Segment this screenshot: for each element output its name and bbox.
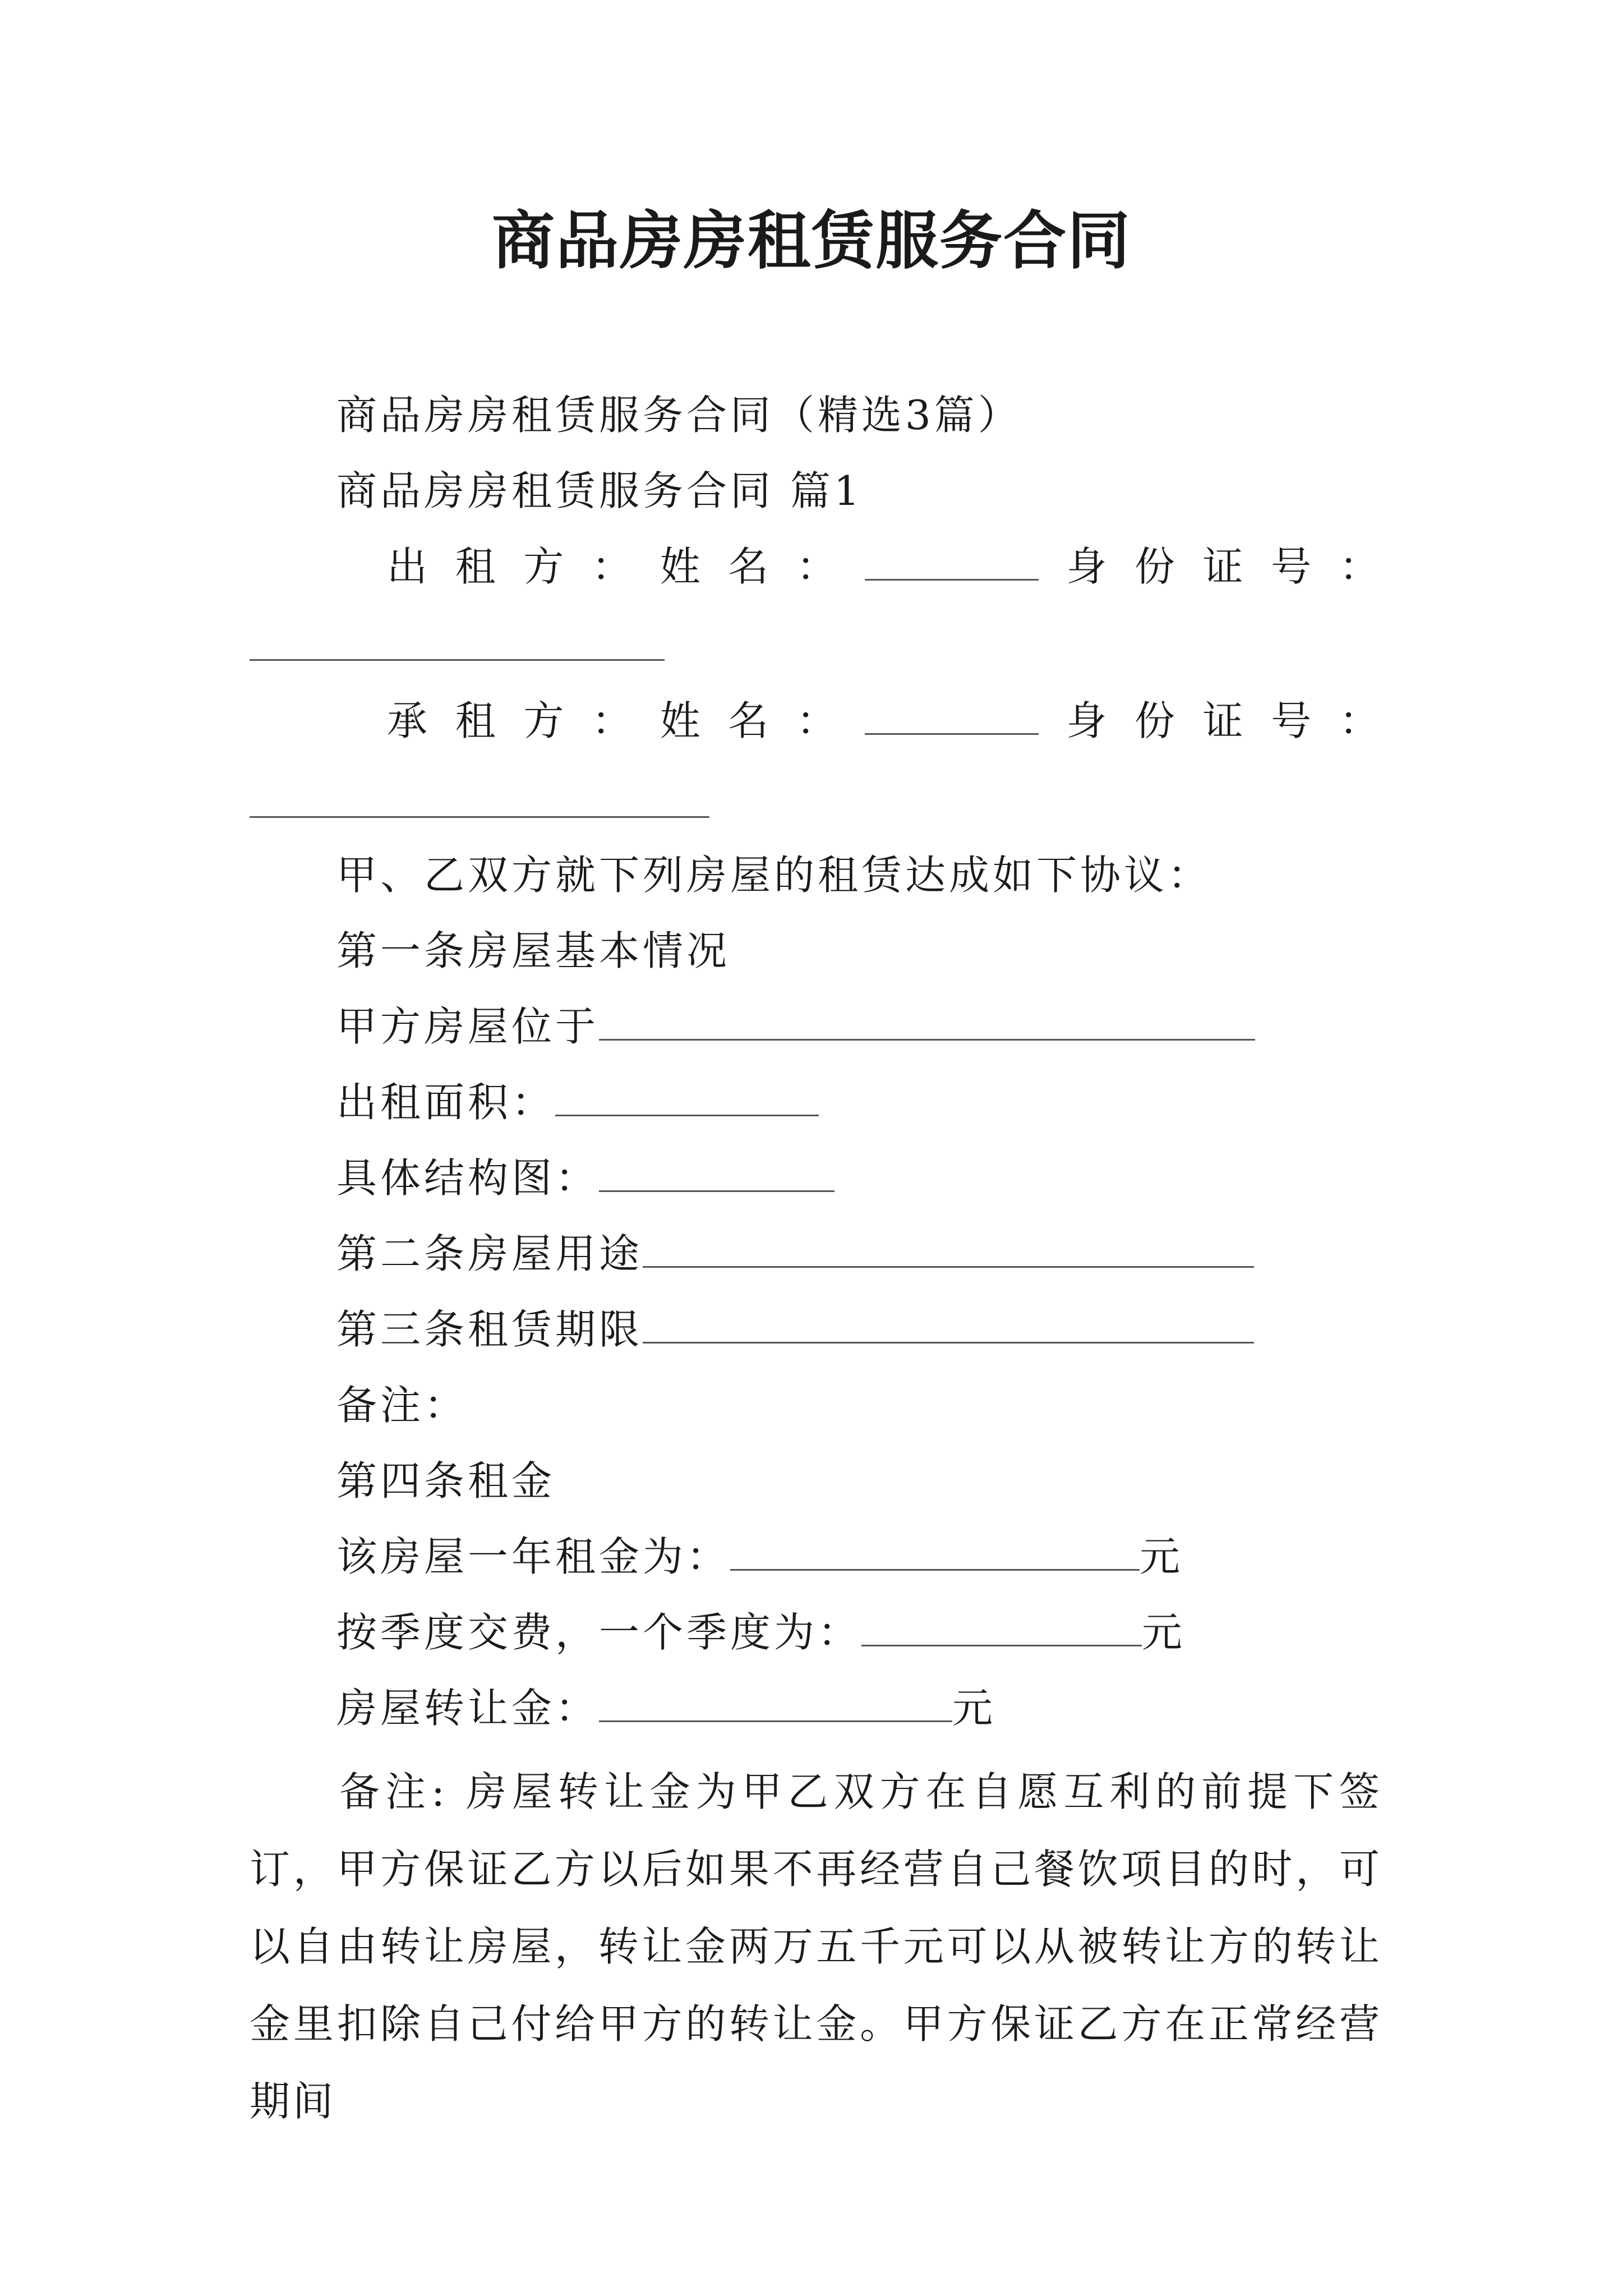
annual-rent-line (336, 1529, 1183, 1585)
currency-unit: 元 (1142, 1609, 1186, 1656)
lessee-char: 身 (1066, 697, 1107, 744)
lessee-char: 号 (1271, 697, 1312, 744)
lessor-char: 出 (387, 543, 428, 590)
lessee-char: 份 (1134, 697, 1175, 744)
part-heading: 商品房房租赁服务合同 篇1 (336, 467, 863, 514)
currency-unit: 元 (1140, 1533, 1184, 1580)
lessor-char: 名 (728, 543, 769, 590)
lessor-char: ： (796, 543, 837, 590)
article3-line (336, 1301, 1254, 1358)
transfer-fee-blank (599, 1683, 952, 1722)
rental-area-line (336, 1074, 819, 1130)
lessee-id-blank (250, 816, 709, 818)
lessor-char: ： (591, 543, 632, 590)
subtitle: 商品房房租赁服务合同（精选3篇） (336, 392, 1022, 439)
article1-heading: 第一条房屋基本情况 (336, 927, 731, 974)
house-location-line (336, 999, 1255, 1055)
lessor-char: 租 (455, 543, 496, 590)
lessor-name-blank (865, 542, 1039, 581)
lessee-char: ： (591, 697, 632, 744)
usage-blank (643, 1229, 1254, 1268)
article3-label: 第三条租赁期限 (336, 1306, 643, 1353)
lessee-name-blank (865, 696, 1039, 735)
rental-area-label: 出租面积： (336, 1079, 556, 1126)
lessee-char: 方 (523, 697, 564, 744)
structure-label: 具体结构图： (336, 1154, 600, 1202)
lessee-char: 姓 (660, 697, 700, 744)
article2-line (336, 1226, 1254, 1282)
structure-line (336, 1150, 834, 1206)
transfer-fee-label: 房屋转让金： (336, 1685, 600, 1732)
remark-label: 备注： (336, 1382, 468, 1429)
lessee-char: ： (1339, 697, 1380, 744)
agreement-intro: 甲、乙双方就下列房屋的租赁达成如下协议： (336, 852, 1212, 899)
lessee-char: ： (796, 697, 837, 744)
lessor-char: ： (1339, 543, 1380, 590)
lessor-char: 方 (523, 543, 564, 590)
annual-rent-label: 该房屋一年租金为： (336, 1533, 731, 1580)
lessor-char: 份 (1134, 543, 1175, 590)
lessor-id-blank (250, 659, 665, 661)
lessor-char: 证 (1202, 543, 1243, 590)
lessee-row (387, 693, 1380, 749)
remark-paragraph: 备注: 房屋转让金为甲乙双方在自愿互利的前提下签订，甲方保证乙方以后如果不再经营自己餐饮项目的时，可以自由转让房屋，转让金两万五千元可以从被转让方的转让金里扣除自己付给甲方的转让金。甲方保证乙方在正常经营期间 (250, 1768, 1382, 2125)
lessor-char: 身 (1066, 543, 1107, 590)
lessee-char: 承 (387, 697, 428, 744)
lessor-char: 号 (1271, 543, 1312, 590)
lessee-char: 租 (455, 697, 496, 744)
quarterly-line (336, 1604, 1186, 1660)
annual-rent-blank (730, 1532, 1140, 1571)
house-location-label: 甲方房屋位于 (336, 1003, 600, 1050)
house-location-blank (599, 1002, 1255, 1041)
lessor-char: 姓 (660, 543, 700, 590)
lessee-char: 证 (1202, 697, 1243, 744)
transfer-fee-line (336, 1680, 996, 1736)
article2-label: 第二条房屋用途 (336, 1230, 643, 1277)
quarterly-blank (861, 1608, 1142, 1646)
lessor-row (387, 539, 1380, 595)
document-title: 商品房房租赁服务合同 (492, 204, 1131, 278)
currency-unit: 元 (952, 1685, 997, 1732)
rental-area-blank (555, 1078, 819, 1116)
lease-term-blank (643, 1305, 1254, 1343)
article4-heading: 第四条租金 (336, 1457, 556, 1504)
structure-blank (599, 1153, 834, 1192)
quarterly-label: 按季度交费，一个季度为： (336, 1609, 862, 1656)
lessee-char: 名 (728, 697, 769, 744)
